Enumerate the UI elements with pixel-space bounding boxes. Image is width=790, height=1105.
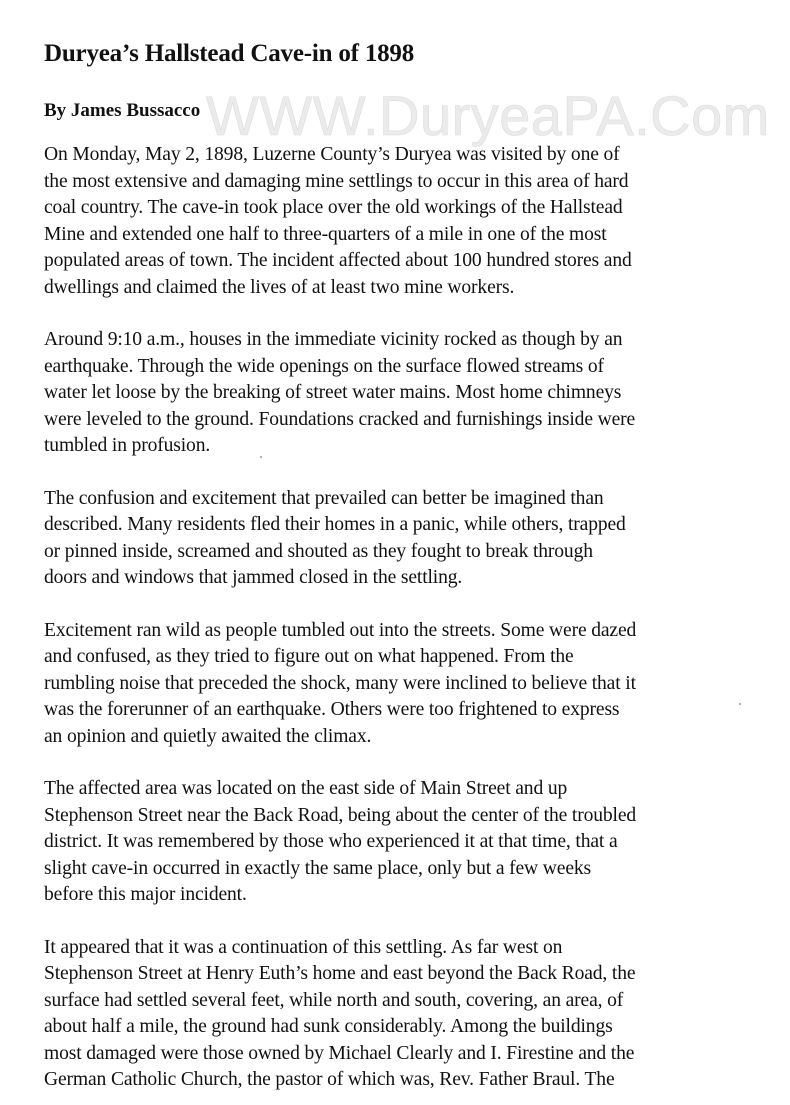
article-byline: By James Bussacco [44, 100, 201, 121]
paragraph-1 [44, 142, 754, 301]
text-line: The affected area was located on the east side of Main Street and up [44, 778, 568, 799]
text-line: and confused, as they tried to figure out on what happened. From the [44, 646, 574, 667]
text-line: coal country. The cave-in took place over the old workings of the Hallstead [44, 197, 623, 218]
text-line: rumbling noise that preceded the shock, many were inclined to believe that it [44, 672, 636, 694]
text-line: most damaged were those owned by Michael Clearly and I. Firestine and the [44, 1042, 635, 1064]
paragraph-6 [44, 935, 754, 1094]
article-title: Duryea’s Hallstead Cave-in of 1898 [44, 40, 415, 67]
paragraph-5 [44, 776, 754, 909]
text-line: described. Many residents fled their homes in a panic, while others, trapped [44, 514, 626, 535]
text-line: The confusion and excitement that prevailed can better be imagined than [44, 487, 604, 509]
text-line: Around 9:10 a.m., houses in the immediate vicinity rocked as though by an [44, 329, 623, 350]
text-line: the most extensive and damaging mine settlings to occur in this area of hard [44, 170, 629, 192]
text-line: or pinned inside, screamed and shouted as they fought to break through [44, 540, 593, 562]
paragraph-3 [44, 486, 754, 592]
text-line: was the forerunner of an earthquake. Others were too frightened to express [44, 699, 620, 720]
text-line: district. It was remembered by those who experienced it at that time, that a [44, 831, 618, 852]
text-line: Excitement ran wild as people tumbled out into the streets. Some were dazed [44, 619, 637, 641]
text-line: about half a mile, the ground had sunk considerably. Among the buildings [44, 1016, 613, 1037]
text-line: slight cave-in occurred in exactly the same place, only but a few weeks [44, 857, 592, 879]
text-line: before this major incident. [44, 884, 247, 905]
text-line: populated areas of town. The incident affected about 100 hundred stores and [44, 250, 632, 271]
text-line: Stephenson Street at Henry Euth’s home and east beyond the Back Road, the [44, 963, 636, 984]
text-line: earthquake. Through the wide openings on the surface flowed streams of [44, 355, 604, 377]
article-body [44, 142, 754, 1105]
text-line: doors and windows that jammed closed in the settling. [44, 567, 463, 588]
text-line: It appeared that it was a continuation of this settling. As far west on [44, 936, 563, 958]
text-line: Stephenson Street near the Back Road, being about the center of the troubled [44, 804, 637, 826]
watermark-text: WWW.DuryeaPA.Com [206, 84, 770, 147]
paragraph-2 [44, 327, 754, 460]
text-line: On Monday, May 2, 1898, Luzerne County’s Duryea was visited by one of [44, 144, 620, 165]
text-line: tumbled in profusion. [44, 435, 211, 456]
text-line: an opinion and quietly awaited the climax. [44, 725, 372, 747]
text-line: water let loose by the breaking of street water mains. Most home chimneys [44, 382, 622, 403]
paragraph-4 [44, 618, 754, 751]
text-line: were leveled to the ground. Foundations cracked and furnishings inside were [44, 408, 636, 430]
text-line: dwellings and claimed the lives of at least two mine workers. [44, 276, 515, 298]
text-line: German Catholic Church, the pastor of which was, Rev. Father Braul. The [44, 1069, 615, 1090]
text-line: Mine and extended one half to three-quarters of a mile in one of the most [44, 223, 607, 245]
text-line: surface had settled several feet, while north and south, covering, an area, of [44, 989, 624, 1011]
